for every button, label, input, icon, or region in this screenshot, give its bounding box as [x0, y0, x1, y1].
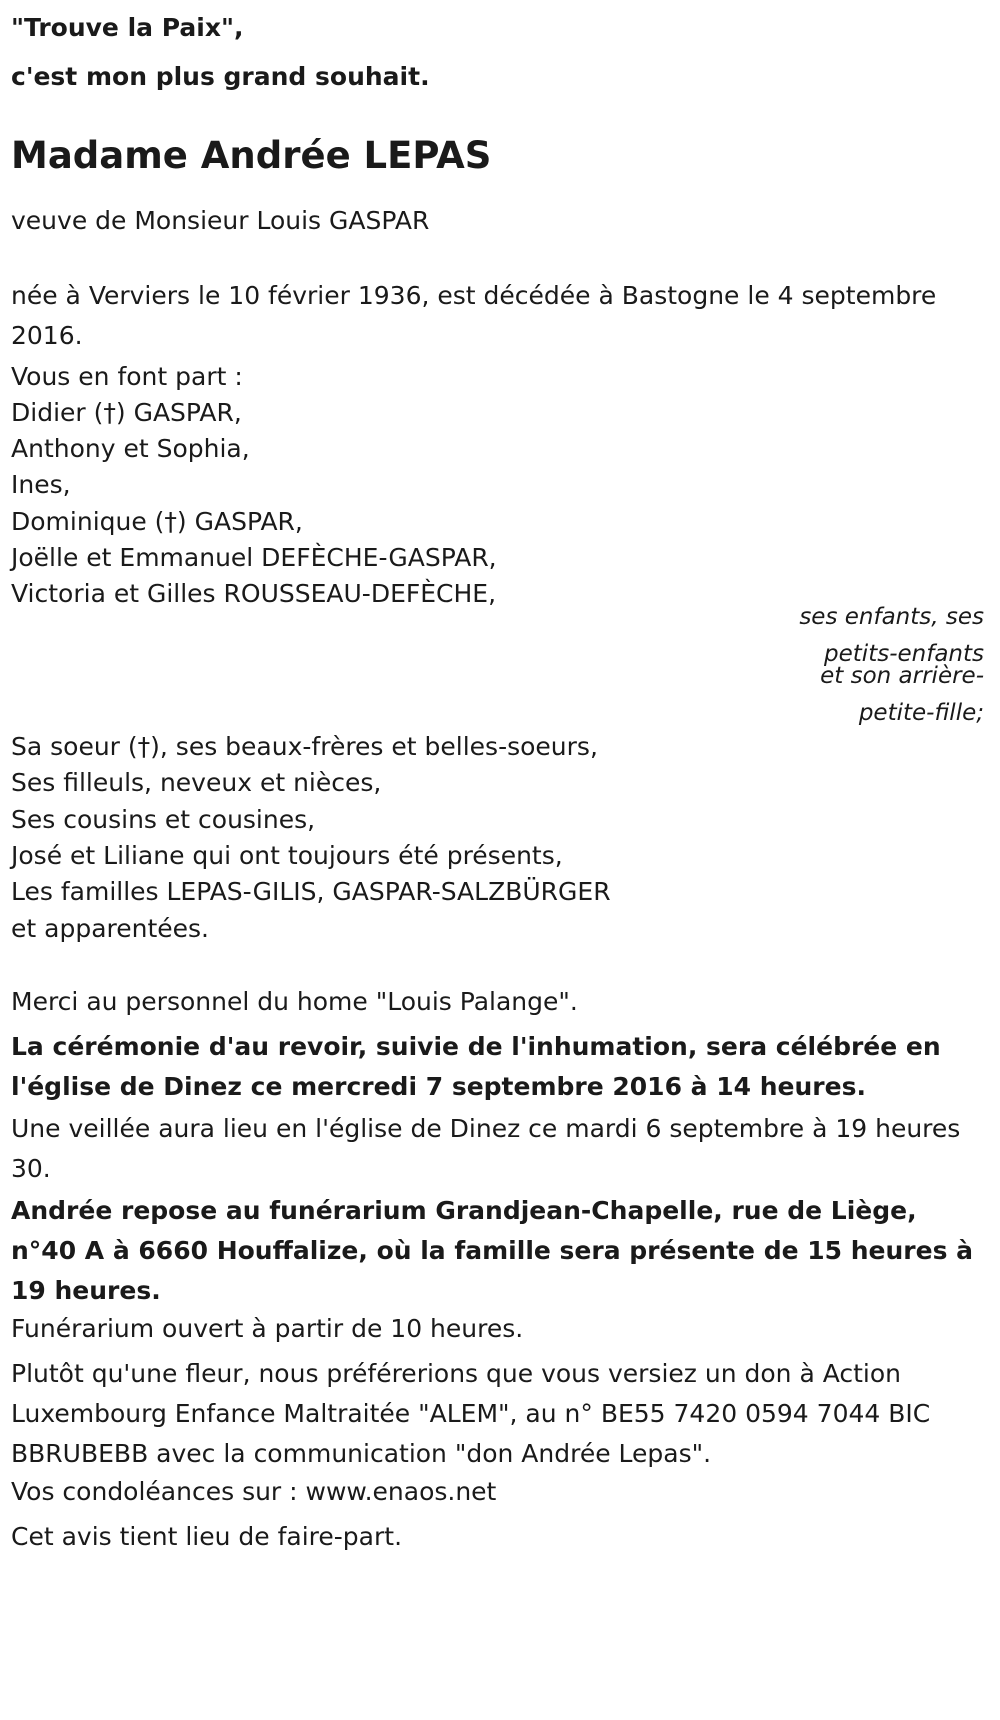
family-member: Dominique (†) GASPAR, [11, 507, 303, 536]
quote-line-1: "Trouve la Paix", [11, 13, 244, 42]
relation-line: petite-fille; [858, 700, 984, 726]
family-member: Didier (†) GASPAR, [11, 398, 242, 427]
other-relative: Sa soeur (†), ses beaux-frères et belles-soeurs, [11, 732, 598, 761]
relation-line: petits-enfants [824, 641, 984, 667]
relation-line: ses enfants, ses [799, 604, 984, 630]
other-relative: Ses cousins et cousines, [11, 805, 316, 834]
thanks-message: Merci au personnel du home "Louis Palange". [11, 987, 578, 1016]
funeral-home-details: Andrée repose au funérarium Grandjean-Chapelle, rue de Liège, n°40 A à 6660 Houffalize, où la famille sera présente de 15 heures à 19 heures. [11, 1196, 974, 1305]
other-relative: et apparentées. [11, 914, 209, 943]
announcers-intro: Vous en font part : [11, 362, 243, 391]
deceased-name: Madame Andrée LEPAS [11, 134, 492, 177]
birth-death-statement: née à Verviers le 10 février 1936, est décédée à Bastogne le 4 septembre 2016. [11, 281, 937, 350]
opening-hours: Funérarium ouvert à partir de 10 heures. [11, 1314, 524, 1343]
condolences-website: Vos condoléances sur : www.enaos.net [11, 1477, 497, 1506]
widow-of: veuve de Monsieur Louis GASPAR [11, 206, 430, 235]
other-relative: Les familles LEPAS-GILIS, GASPAR-SALZBÜRGER [11, 877, 611, 906]
family-member: Victoria et Gilles ROUSSEAU-DEFÈCHE, [11, 579, 497, 608]
ceremony-details: La cérémonie d'au revoir, suivie de l'inhumation, sera célébrée en l'église de Dinez ce mercredi 7 septembre 2016 à 14 heures. [11, 1032, 941, 1101]
family-member: Anthony et Sophia, [11, 434, 250, 463]
notice-statement: Cet avis tient lieu de faire-part. [11, 1522, 403, 1551]
other-relative: Ses filleuls, neveux et nièces, [11, 768, 382, 797]
family-member: Ines, [11, 470, 71, 499]
quote-line-2: c'est mon plus grand souhait. [11, 62, 430, 91]
other-relative: José et Liliane qui ont toujours été présents, [11, 841, 563, 870]
relation-line: et son arrière- [820, 663, 984, 689]
vigil-details: Une veillée aura lieu en l'église de Dinez ce mardi 6 septembre à 19 heures 30. [11, 1114, 961, 1183]
family-member: Joëlle et Emmanuel DEFÈCHE-GASPAR, [11, 543, 497, 572]
donation-request: Plutôt qu'une fleur, nous préférerions que vous versiez un don à Action Luxembourg Enfance Maltraitée "ALEM", au n° BE55 7420 0594 7044 BIC BBRUBEBB avec la communication "don Andrée Lepas". [11, 1359, 931, 1468]
